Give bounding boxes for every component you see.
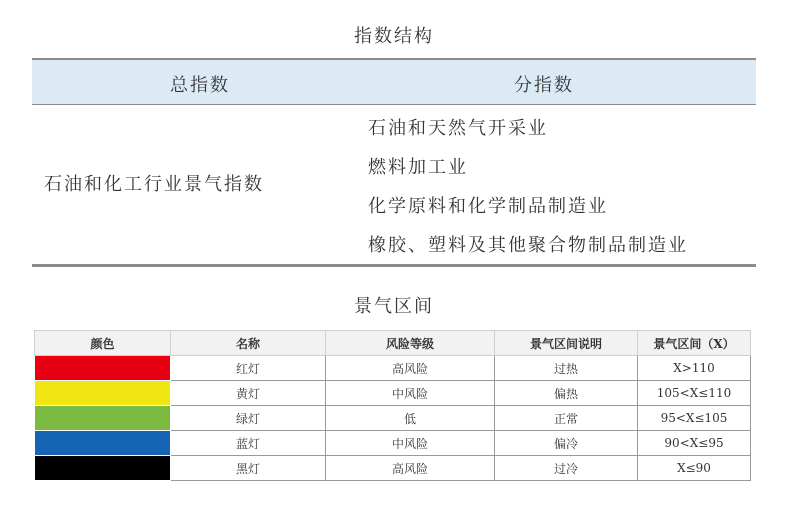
table-row <box>35 456 751 481</box>
header-color: 颜色 <box>35 331 171 356</box>
header-range: 景气区间（X） <box>638 331 751 356</box>
structure-title: 指数结构 <box>354 26 434 47</box>
header-total-index: 总指数 <box>170 75 230 96</box>
risk-level: 低 <box>326 406 495 431</box>
color-swatch <box>35 406 171 431</box>
risk-level: 高风险 <box>326 356 495 381</box>
table-row <box>35 406 751 431</box>
sub-index-item: 橡胶、塑料及其他聚合物制品制造业 <box>368 235 688 256</box>
index-structure-table <box>32 58 756 267</box>
header-description: 景气区间说明 <box>495 331 638 356</box>
header-sub-index: 分指数 <box>514 75 574 96</box>
color-swatch <box>35 381 171 406</box>
sub-index-item: 燃料加工业 <box>368 157 468 178</box>
interval-range: X≤90 <box>638 456 751 481</box>
interval-description: 过热 <box>495 356 638 381</box>
color-swatch <box>35 431 171 456</box>
interval-range: 95<X≤105 <box>638 406 751 431</box>
header-risk-level: 风险等级 <box>326 331 495 356</box>
interval-description: 偏热 <box>495 381 638 406</box>
light-name: 红灯 <box>171 356 326 381</box>
risk-level: 中风险 <box>326 431 495 456</box>
structure-header-row <box>32 60 756 105</box>
bands-title: 景气区间 <box>354 296 434 317</box>
interval-description: 正常 <box>495 406 638 431</box>
light-name: 黄灯 <box>171 381 326 406</box>
table-row <box>35 381 751 406</box>
light-name: 黑灯 <box>171 456 326 481</box>
interval-description: 偏冷 <box>495 431 638 456</box>
color-swatch <box>35 456 171 481</box>
risk-level: 高风险 <box>326 456 495 481</box>
table-row <box>35 431 751 456</box>
light-name: 蓝灯 <box>171 431 326 456</box>
interval-range: 90<X≤95 <box>638 431 751 456</box>
interval-description: 过冷 <box>495 456 638 481</box>
interval-range: X>110 <box>638 356 751 381</box>
table-row <box>35 356 751 381</box>
color-swatch <box>35 356 171 381</box>
bands-header-row <box>35 331 751 356</box>
risk-level: 中风险 <box>326 381 495 406</box>
total-index-name: 石油和化工行业景气指数 <box>44 174 264 195</box>
sub-index-item: 化学原料和化学制品制造业 <box>368 196 608 217</box>
interval-range: 105<X≤110 <box>638 381 751 406</box>
prosperity-interval-table <box>34 330 751 481</box>
header-name: 名称 <box>171 331 326 356</box>
light-name: 绿灯 <box>171 406 326 431</box>
sub-index-item: 石油和天然气开采业 <box>368 118 548 139</box>
